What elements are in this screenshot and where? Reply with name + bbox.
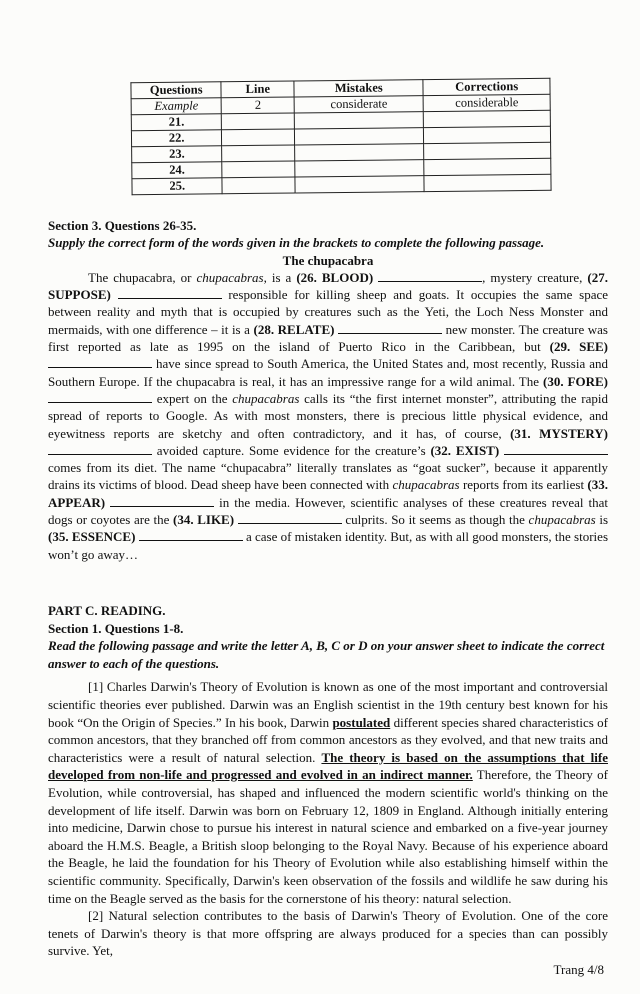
example-label: Example [131,98,222,115]
para-text: Therefore, the Theory of Evolution, while controversial, has shaped and influenced the modern scientific world's thinking on the development of life itself. Darwin was born on February 12, 1809 in England. Although initially entering into medicine, Darwin chose to pursue his interest in natural science and embarked on a five-year journey aboard the H.M.S. Beagle, a British sloop belonging to the Royal Navy. Because of his experience aboard the Beagle, he laid the foundation for his Theory of Evolution while also establishing himself within the scientific community. Specifically, Darwin's keen observation of the fossils and wildlife he saw during his time on the Beagle served as the basis for the cornerstone of his theory: natural selection. [48,767,608,906]
question-number: 25. [132,178,223,195]
word-cue-34: (34. LIKE) [173,512,235,528]
word-cue-27: (27. SUPPOSE) [48,269,608,303]
word-cue-29: (29. SEE) [549,339,608,355]
chupacabra-passage [48,269,608,563]
table-row [132,174,551,194]
header-line: Line [221,81,294,98]
underlined-word: postulated [332,714,391,730]
correction-cell[interactable] [424,158,551,175]
correction-cell[interactable] [424,126,551,143]
passage-text: a case of mistaken identity. But, as with all good monsters, the stories won’t go away… [48,529,608,562]
blank-32[interactable] [504,442,608,455]
word-cue-35: (35. ESSENCE) [48,529,136,545]
mistake-cell[interactable] [295,128,424,145]
passage-text: new monster. The creature was first reported as late as 1995 on the island of Puerto Rico in the Caribbean, but [48,321,608,355]
answer-table [130,78,551,195]
correction-cell[interactable] [424,174,551,191]
word-cue-33: (33. APPEAR) [48,477,609,510]
example-correction: considerable [423,94,550,111]
underlined-sentence: The theory is based on the assumptions that life developed from non-life and progressed and evolved in an indirect manner. [48,749,608,783]
blank-29[interactable] [48,355,152,368]
mistake-cell[interactable] [294,112,423,129]
passage-text: culprits. So it seems as though the [341,512,529,528]
partc-instruction: Read the following passage and write the letter A, B, C or D on your answer sheet to indicate the correct answer to each of the questions. [48,638,605,671]
para-text: [1] Charles Darwin's Theory of Evolution is known as one of the most important and controversial scientific theories ever published. Darwin was an English scientist in the 19th century best known for his book “On the Origin of Species.” In his book, Darwin [48,679,608,730]
mistake-cell[interactable] [295,160,424,177]
passage-italic: chupacabras [232,390,300,406]
passage-italic: chupacabras [528,512,596,528]
word-cue-28: (28. RELATE) [253,321,335,337]
part-c [48,602,608,960]
partc-section-title: Section 1. Questions 1-8. [48,620,184,636]
line-cell[interactable] [222,161,295,178]
reading-paragraph-2: [2] Natural selection contributes to the basis of Darwin's Theory of Evolution. One of the core tenets of Darwin's theory is that more offspring are always produced for a species than can possibly survive. Yet, [48,908,608,959]
blank-30[interactable] [48,390,152,403]
page-number: Trang 4/8 [553,962,604,977]
passage-text: expert on the [152,390,233,406]
word-cue-31: (31. MYSTERY) [510,425,608,441]
passage-text: is [595,512,609,528]
blank-26[interactable] [378,269,482,282]
passage-italic: chupacabras [196,269,264,285]
partc-title: PART C. READING. [48,603,166,618]
blank-34[interactable] [238,511,342,524]
mistake-cell[interactable] [295,176,424,193]
passage-text: in the media. However, scientific analyses of these creatures reveal that dogs or coyotes are the [48,494,608,528]
reading-paragraph-1 [48,678,608,907]
question-number: 21. [131,114,222,131]
blank-31[interactable] [48,442,152,455]
question-number: 23. [132,146,223,163]
para-text: different species shared characteristics of common ancestors, that they branched off from common ancestors as they evolved, and that new traits and characteristics were a result of natural selection. [48,714,608,765]
header-corrections: Corrections [423,78,550,95]
correction-cell[interactable] [424,142,551,159]
header-questions: Questions [131,82,222,99]
passage-title: The chupacabra [282,252,374,268]
word-cue-26: (26. BLOOD) [296,269,374,285]
example-mistake: considerate [294,96,423,113]
correction-cell[interactable] [424,110,551,127]
blank-33[interactable] [110,494,214,507]
passage-text: have since spread to South America, the United States and, most recently, Russia and Southern Europe. If the chupacabra is real, it has an impressive range for a wild animal. The [48,356,608,389]
mistake-cell[interactable] [295,144,424,161]
line-cell[interactable] [222,113,295,130]
blank-35[interactable] [139,528,243,541]
line-cell[interactable] [222,145,295,162]
section3-instruction: Supply the correct form of the words given in the brackets to complete the following passage. [48,235,545,251]
header-mistakes: Mistakes [294,80,423,97]
line-cell[interactable] [222,177,295,194]
question-number: 24. [132,162,223,179]
passage-italic: chupacabras [392,477,460,493]
passage-text: comes from its diet. The name “chupacabra” literally translates as “goat sucker”, because it apparently drains its victims of blood. Dead sheep have been connected with [48,460,608,493]
line-cell[interactable] [222,129,295,146]
word-cue-30: (30. FORE) [543,373,608,389]
passage-text: calls its “the first internet monster”, attributing the rapid spread of reports to Google. As with most monsters, there is precious little physical evidence, and eyewitness reports are sketchy and often contradictory, and it has, of course, [48,390,608,441]
passage-text: , is a [263,269,297,285]
section3 [48,217,608,563]
example-line: 2 [221,97,294,114]
question-number: 22. [131,130,222,147]
passage-text: , mystery creature, [482,269,583,285]
passage-text: avoided capture. Some evidence for the creature’s [152,442,431,458]
word-cue-32: (32. EXIST) [430,442,500,458]
passage-text: responsible for killing sheep and goats. It occupies the same space between reality and myth that is occupied by creatures such as the Yeti, the Loch Ness Monster and mermaids, with one difference – it is a [48,287,609,337]
passage-text: The chupacabra, or [88,269,197,285]
blank-27[interactable] [118,286,222,299]
passage-text: reports from its earliest [459,477,588,493]
section3-title: Section 3. Questions 26-35. [48,218,197,233]
blank-28[interactable] [338,321,442,334]
